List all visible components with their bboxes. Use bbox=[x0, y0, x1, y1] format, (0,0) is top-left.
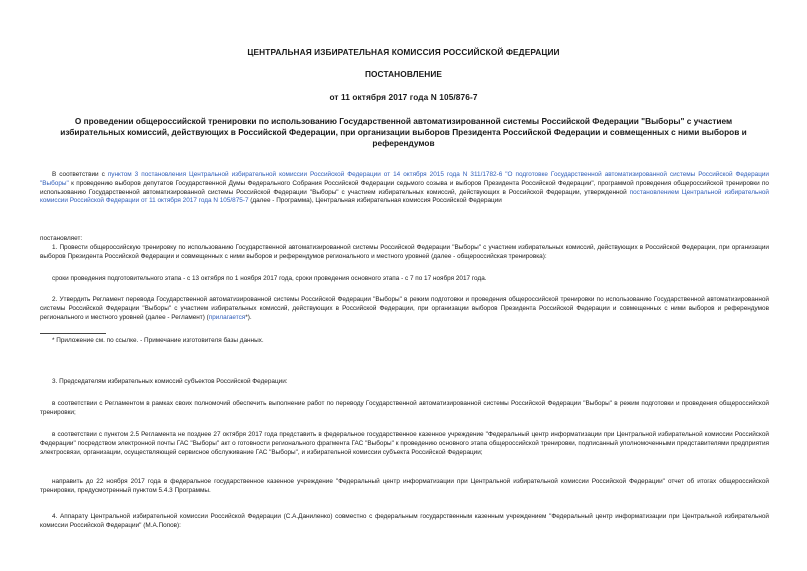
item-1-terms: сроки проведения подготовительного этапа - с 13 октября по 1 ноября 2017 года, сроки проведения основного этапа - с 7 по 17 ноября 2017 года. bbox=[52, 275, 487, 282]
item-4-paragraph: 4. Аппарату Центральной избирательной комиссии Российской Федерации (С.А.Даниленко) совместно с федеральным государственным казенным учреждением "Федеральный центр информатизации при Центральной избирательной комиссии Российской Федерации" (М.А.Попов): bbox=[40, 513, 769, 529]
item-3-heading: 3. Председателям избирательных комиссий субъектов Российской Федерации: bbox=[52, 378, 288, 385]
item-3-point-c: направить до 22 ноября 2017 года в федеральное государственное казенное учреждение "Федеральный центр информатизации при Центральной избирательной комиссии Российской Федерации" отчет об итогах общероссийской тренировки, предусмотренный пунктом 5.4.3 Программы. bbox=[40, 478, 769, 494]
item-1-paragraph: 1. Провести общероссийскую тренировку по использованию Государственной автоматизированной системы Российской Федерации "Выборы" с участием избирательных комиссий, действующих в Российской Федерации, при организации выборов Президента Российской Федерации и совмещенных с ними выборов и референдумов регионального и местного уровней (далее - общероссийская тренировка): bbox=[40, 244, 769, 260]
link-appendix[interactable]: прилагается bbox=[208, 313, 246, 321]
preamble-text-3: (далее - Программа), Центральная избирательная комиссия Российской Федерации bbox=[248, 197, 502, 205]
link-ceo-resolution-311[interactable]: пунктом 3 постановления Центральной избирательной комиссии Российской Федерации от 14 октября 2015 года N 311/1782-6 "О подготовке Государственной автоматизированной системы Российской Федерации "Выборы" bbox=[40, 171, 769, 187]
link-ceo-resolution-105-875[interactable]: постановлением Центральной избирательной комиссии Российской Федерации от 11 октября 2017 года N 105/875-7 bbox=[40, 188, 769, 205]
footnote: * Приложение см. по ссылке. - Примечание изготовителя базы данных. bbox=[52, 337, 264, 344]
preamble-text-1: В соответствии с bbox=[52, 171, 108, 178]
preamble-text-2: к проведению выборов депутатов Государственной Думы Федерального Собрания Российской Федерации седьмого созыва и выборов Президента Российской Федерации", программой проведения общероссийской тренировки по использованию Государственной автоматизированной системы Российской Федерации "Выборы" с участием избирательных комиссий, действующих в Российской Федерации, утвержденной bbox=[40, 179, 769, 196]
document-type-heading: ПОСТАНОВЛЕНИЕ bbox=[364, 69, 443, 79]
item-2-paragraph bbox=[40, 296, 769, 322]
organization-heading: ЦЕНТРАЛЬНАЯ ИЗБИРАТЕЛЬНАЯ КОМИССИЯ РОССИЙСКОЙ ФЕДЕРАЦИИ bbox=[247, 47, 560, 57]
preamble-paragraph bbox=[40, 171, 769, 206]
document-title: О проведении общероссийской тренировки по использованию Государственной автоматизированной системы Российской Федерации "Выборы" с участием избирательных комиссий, действующих в Российской Федерации, при организации выборов Президента Российской Федерации и совмещенных с ними выборов и референдумов bbox=[60, 116, 747, 148]
item-3-point-b: в соответствии с пунктом 2.5 Регламента не позднее 27 октября 2017 года представить в федеральное государственное казенное учреждение "Федеральный центр информатизации при Центральной избирательной комиссии Российской Федерации" посредством электронной почты ГАС "Выборы" акт о готовности регионального фрагмента ГАС "Выборы" к проведению основного этапа общероссийской тренировки, подписанный уполномоченными представителями предприятия электросвязи, организации, осуществляющей сервисное обслуживание ГАС "Выборы", и избирательной комиссии субъекта Российской Федерации; bbox=[40, 431, 769, 456]
item-3-point-a: в соответствии с Регламентом в рамках своих полномочий обеспечить выполнение работ по переводу Государственной автоматизированной системы Российской Федерации "Выборы" в режим подготовки и проведения общероссийской тренировки; bbox=[40, 400, 769, 416]
footnote-divider bbox=[40, 333, 106, 334]
resolves-label: постановляет: bbox=[40, 235, 83, 242]
document-date-number: от 11 октября 2017 года N 105/876-7 bbox=[329, 92, 478, 102]
item-2-text: 2. Утвердить Регламент перевода Государственной автоматизированной системы Российской Федерации "Выборы" в режим подготовки и проведения общероссийской тренировки по использованию Государственной автоматизированной системы Российской Федерации "Выборы" с участием избирательных комиссий, действующих в Российской Федерации, при организации выборов Президента Российской Федерации и совмещенных с ними выборов и референдумов регионального и местного уровней (далее - Регламент) ( bbox=[40, 296, 769, 321]
item-2-tail: *). bbox=[245, 313, 252, 321]
